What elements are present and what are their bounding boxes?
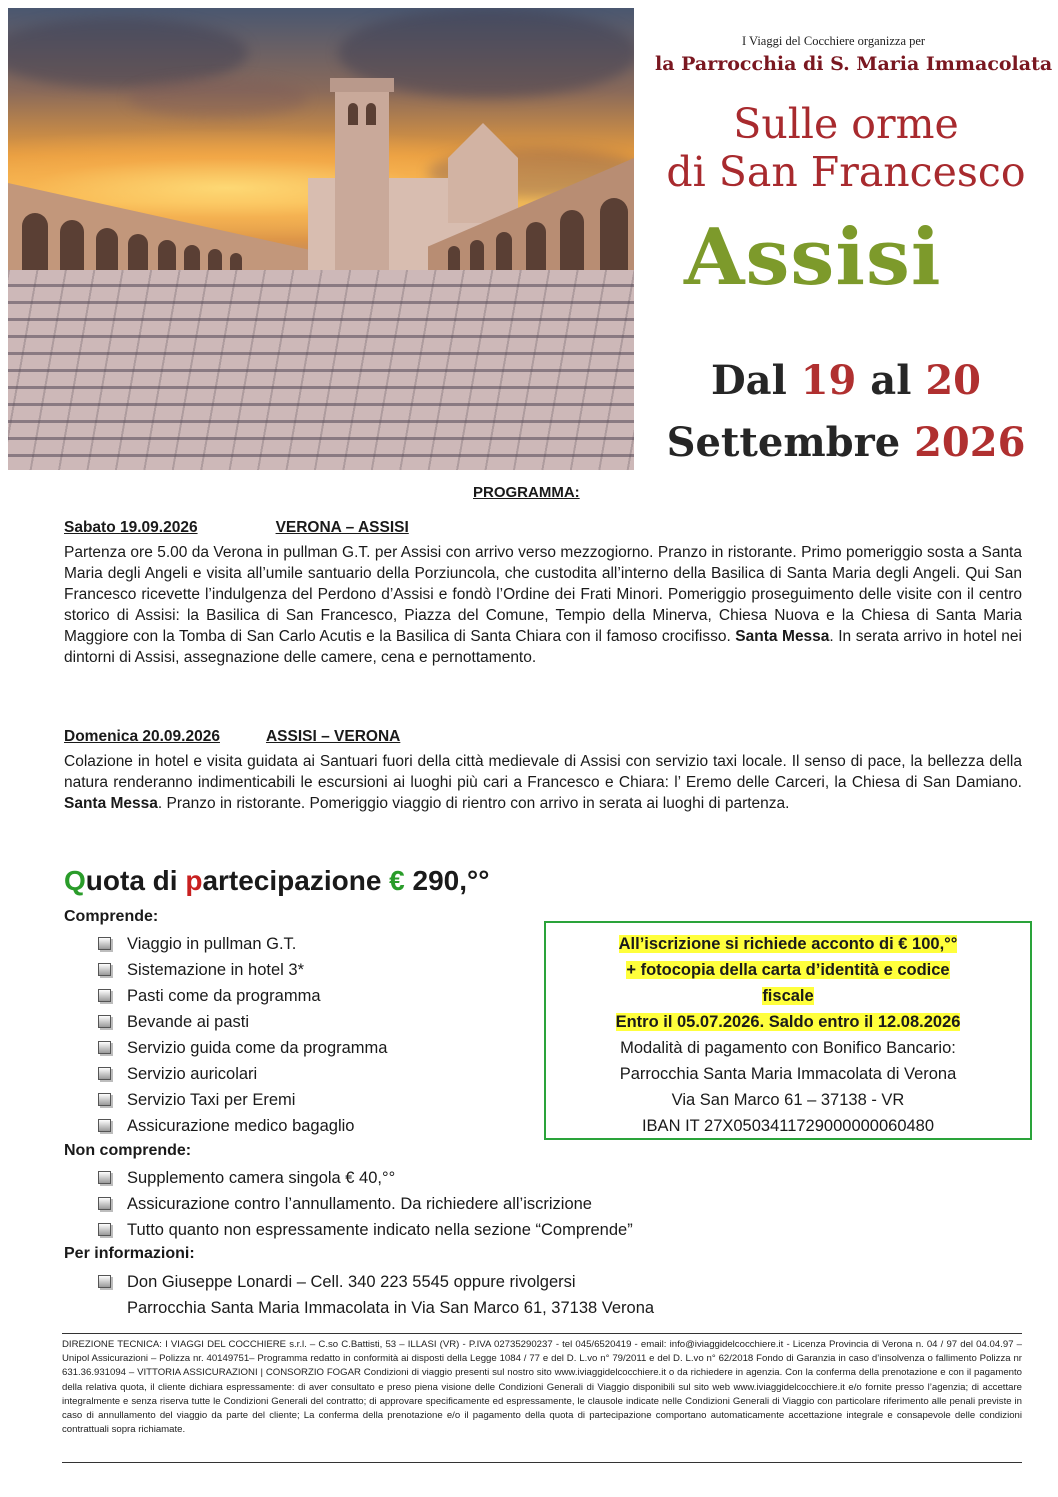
info-heading: Per informazioni: [64,1245,195,1262]
deadlines-line: Entro il 05.07.2026. Saldo entro il 12.08.2026 [615,1013,961,1031]
bullet-icon [98,937,111,950]
trip-dates [634,350,1058,474]
footer-divider-top [62,1333,1022,1334]
day1-date: Sabato 19.09.2026 [64,519,198,536]
list-item: Servizio Taxi per Eremi [95,1087,387,1113]
day1-heading [64,519,484,537]
payee-address: Via San Marco 61 – 37138 - VR [671,1091,905,1109]
bullet-icon [98,1275,111,1288]
bullet-icon [98,1223,111,1236]
day2-route: ASSISI – VERONA [265,728,401,745]
destination-title: Assisi [684,212,942,303]
payment-method: Modalità di pagamento con Bonifico Bancario: [620,1039,956,1057]
info-list [95,1269,654,1321]
bullet-icon [98,989,111,1002]
list-item: Sistemazione in hotel 3* [95,957,387,983]
list-item: Servizio auricolari [95,1061,387,1087]
bullet-icon [98,1093,111,1106]
day2-heading [64,728,484,746]
bullet-icon [98,1197,111,1210]
trip-title-line2: di San Francesco [666,148,1026,196]
program-heading: PROGRAMMA: [473,484,580,501]
contact-line: Don Giuseppe Lonardi – Cell. 340 223 5545 oppure rivolgersi [127,1273,576,1291]
list-item: Supplemento camera singola € 40,°° [95,1165,633,1191]
list-item: Servizio guida come da programma [95,1035,387,1061]
list-item: Assicurazione medico bagaglio [95,1113,387,1139]
trip-dates-line1: Dal 19 al 20 [710,357,982,404]
trip-title [634,100,1058,196]
excludes-heading: Non comprende: [64,1142,192,1159]
trip-title-line1: Sulle orme [733,100,959,148]
bullet-icon [98,1171,111,1184]
includes-list [95,931,387,1139]
list-item: Bevande ai pasti [95,1009,387,1035]
day2-date: Domenica 20.09.2026 [64,728,220,745]
organizer-line: I Viaggi del Cocchiere organizza per [742,34,926,48]
day1-description: Partenza ore 5.00 da Verona in pullman G.T. per Assisi con arrivo verso mezzogiorno. Pranzo in ristorante. Primo pomeriggio sosta a Santa Maria degli Angeli e visita all’umile santuario della Porziuncola, che custodita all’interno della Basilica di Santa Maria degli Angeli. Qui San Francesco ricevette l’indulgenza del Perdono d’Assisi e fondò l’Ordine dei Frati Minori. Pomeriggio proseguimento delle visite con il centro storico di Assisi: la Basilica di San Francesco, Piazza del Comune, Tempio della Minerva, Chiesa Nuova e la Chiesa di Santa Maria Maggiore con la Tomba di San Carlo Acutis e la Basilica di Santa Chiara con il famoso crocifisso. Santa Messa. In serata arrivo in hotel nei dintorni di Assisi, assegnazione delle camere, cena e pernottamento. [64,544,1022,666]
includes-heading: Comprende: [64,908,159,925]
legal-footer: DIREZIONE TECNICA: I VIAGGI DEL COCCHIERE s.r.l. – C.so C.Battisti, 53 – ILLASI (VR) - P.IVA 02735290237 - tel 045/6520419 - email: info@iviaggidelcocchiere.it - Licenza Provincia di Verona n. 04 / 97 del 04.04.97 – Unipol Assicurazioni – Polizza nr. 40149751– Programma redatto in conformità ai disposti della Legge 1084 / 77 e del D. L.vo n° 79/2011 e del D. L.vo n° 62/2018 Fondo di Garanzia in caso d’insolvenza o fallimento Polizza nr 631.36.931094 – VITTORIA ASSICURAZIONI | CONSORZIO FOGAR Condizioni di viaggio presenti sul nostro sito www.iviaggidelcocchiere.it o da richiedere in agenzia. Con la conferma della prenotazione e con il pagamento della relativa quota, il cliente dichiara espressamente: di aver consultato e preso piena visione delle Condizioni Generali di Viaggio disponibili sul sito web www.iviaggidelcocchiere.it e/o fornite presso l’agenzia; di accettare integralmente e senza riserva tutte le Condizioni Generali del contratto; di approvare specificamente ed espressamente, le clausole indicate nelle Condizioni Generali di Viaggio con particolare riferimento alle penali previste in caso di annullamento del viaggio da parte del cliente; La conferma della prenotazione e/o il pagamento della quota di partecipazione comportano automaticamente accettazione integrale e consapevole delle condizioni contrattuali sopra richiamate. [62,1339,1022,1436]
list-item: Tutto quanto non espressamente indicato nella sezione “Comprende” [95,1217,633,1243]
day1-route: VERONA – ASSISI [275,519,409,536]
hero-photo-basilica-assisi [8,8,634,470]
price-heading: Quota di partecipazione € 290,°° [64,865,490,896]
list-item: Viaggio in pullman G.T. [95,931,387,957]
bullet-icon [98,1119,111,1132]
address-line: Parrocchia Santa Maria Immacolata in Via San Marco 61, 37138 Verona [127,1299,655,1317]
deposit-line: All’iscrizione si richiede acconto di € 100,°° [618,935,958,953]
documents-line-cont: fiscale [762,987,814,1005]
list-item: Pasti come da programma [95,983,387,1009]
bullet-icon [98,1041,111,1054]
bullet-icon [98,1015,111,1028]
bullet-icon [98,1067,111,1080]
trip-dates-line2: Settembre 2026 [666,419,1026,466]
bullet-icon [98,963,111,976]
excludes-list [95,1165,633,1243]
list-item: Assicurazione contro l’annullamento. Da richiedere all’iscrizione [95,1191,633,1217]
day2-description: Colazione in hotel e visita guidata ai Santuari fuori della città medievale di Assisi con servizio taxi locale. Il senso di pace, la bellezza della natura renderanno indimenticabili le escursioni ai luoghi più cari a Francesco e Chiara: l’ Eremo delle Carceri, la Chiesa di San Damiano. Santa Messa. Pranzo in ristorante. Pomeriggio viaggio di rientro con arrivo in serata ai luoghi di partenza. [64,753,1022,812]
documents-line: + fotocopia della carta d’identità e codice [626,961,950,979]
iban: IBAN IT 27X0503411729000000060480 [641,1117,935,1135]
payment-box [544,921,1032,1140]
payee-name: Parrocchia Santa Maria Immacolata di Verona [619,1065,957,1083]
footer-divider-bottom [62,1462,1022,1463]
parish-name: la Parrocchia di S. Maria Immacolata [655,53,1053,75]
list-item [95,1269,654,1295]
